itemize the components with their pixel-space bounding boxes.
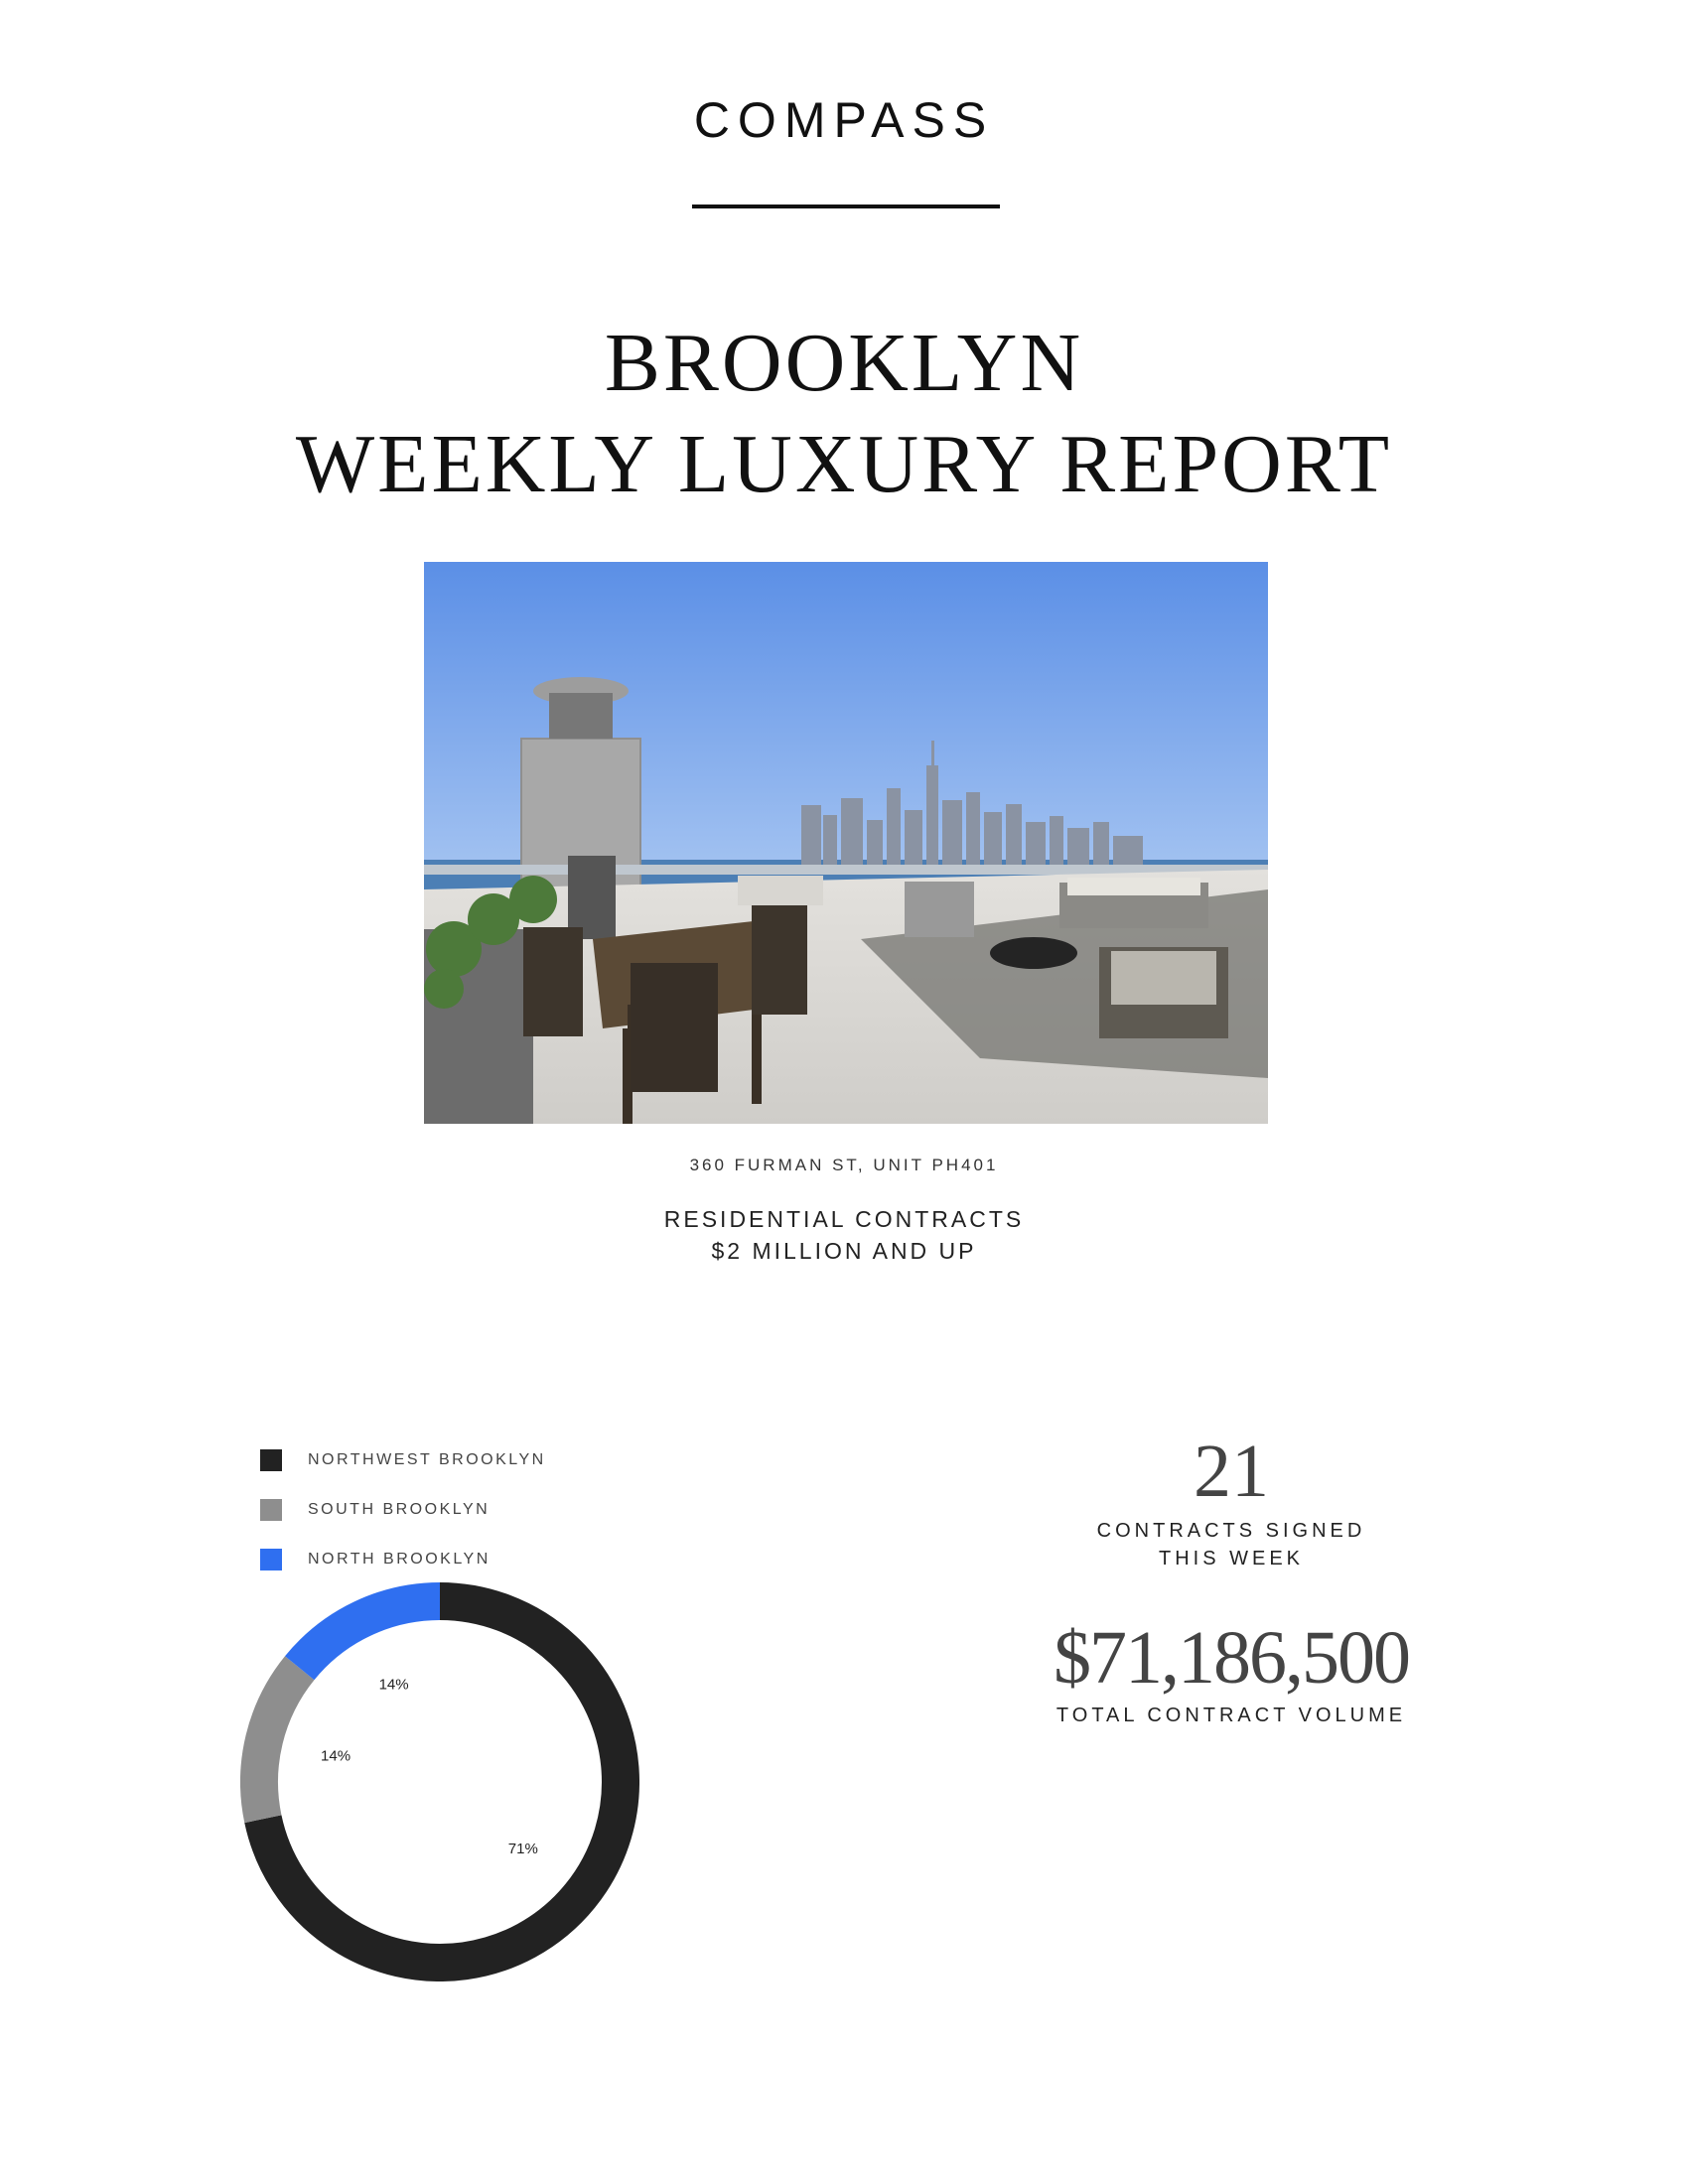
legend-label-south: SOUTH BROOKLYN: [308, 1501, 491, 1518]
total-contract-volume: $71,186,500: [1054, 1616, 1409, 1700]
donut-label-south: 14%: [321, 1747, 352, 1765]
contracts-label-line-1: CONTRACTS SIGNED: [1096, 1520, 1366, 1542]
logo-divider: [692, 205, 1000, 208]
donut-label-northwest: 71%: [507, 1841, 538, 1858]
legend-item-north: [260, 1535, 546, 1584]
contracts-label-line-2: THIS WEEK: [1158, 1548, 1304, 1570]
legend-swatch-north: [260, 1549, 282, 1570]
title-line-1: BROOKLYN: [604, 317, 1084, 409]
page-title: [0, 313, 1688, 515]
donut-slice-north: [300, 1601, 440, 1668]
title-line-2: WEEKLY LUXURY REPORT: [295, 418, 1393, 510]
stats-panel: [993, 1430, 1470, 1729]
hero-photo-rooftop-terrace: [424, 562, 1268, 1124]
legend-swatch-northwest: [260, 1449, 282, 1471]
subhead-line-2: $2 MILLION AND UP: [711, 1238, 977, 1264]
subhead-line-1: RESIDENTIAL CONTRACTS: [663, 1206, 1025, 1232]
donut-slice-south: [259, 1668, 300, 1819]
compass-logo: COMPASS: [693, 92, 995, 148]
legend-item-northwest: [260, 1435, 546, 1485]
donut-label-north: 14%: [378, 1676, 409, 1694]
hero-address-caption: 360 FURMAN ST, UNIT PH401: [689, 1156, 999, 1174]
total-contract-volume-label: TOTAL CONTRACT VOLUME: [1055, 1705, 1407, 1726]
legend-label-northwest: NORTHWEST BROOKLYN: [308, 1451, 546, 1468]
donut-chart: [240, 1582, 639, 1981]
chart-legend: [260, 1435, 546, 1584]
legend-item-south: [260, 1485, 546, 1535]
legend-swatch-south: [260, 1499, 282, 1521]
report-subheading: [0, 1203, 1688, 1267]
contracts-count: 21: [1194, 1430, 1269, 1513]
legend-label-north: NORTH BROOKLYN: [308, 1551, 491, 1568]
